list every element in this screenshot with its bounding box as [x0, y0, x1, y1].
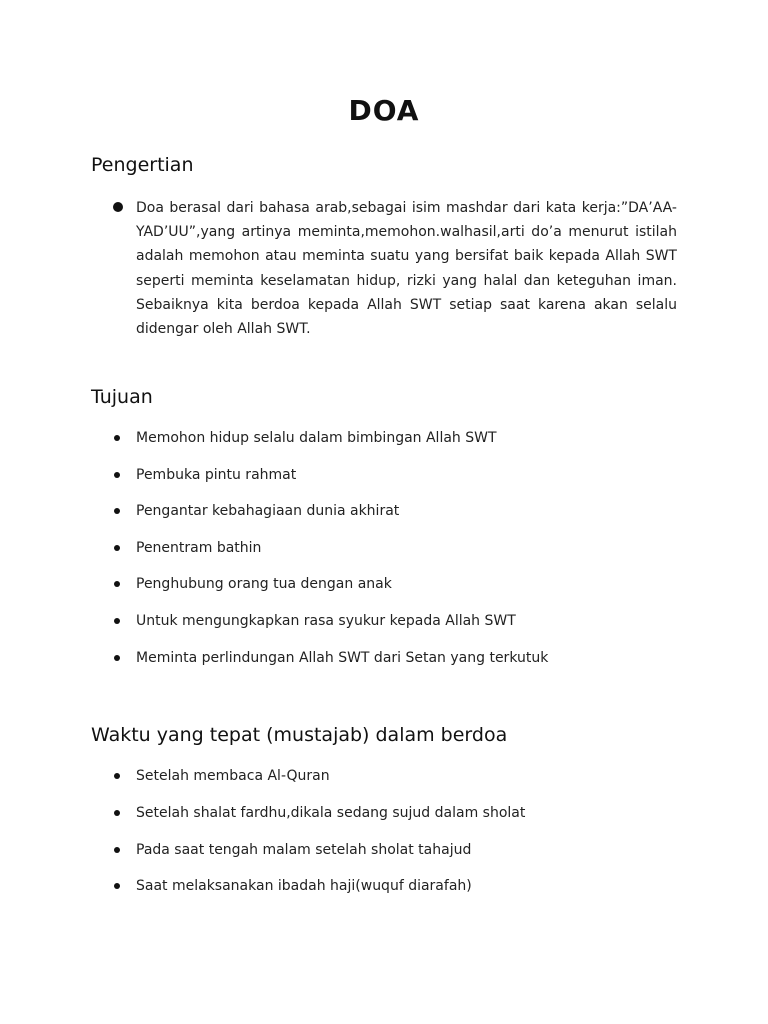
bullet-icon — [114, 847, 120, 853]
bullet-icon — [114, 545, 120, 551]
bullet-icon — [114, 773, 120, 779]
section-heading-pengertian: Pengertian — [91, 154, 194, 176]
section-heading-waktu: Waktu yang tepat (mustajab) dalam berdoa — [91, 724, 508, 746]
bullet-icon — [114, 618, 120, 624]
bullet-icon — [114, 472, 120, 478]
bullet-icon — [113, 202, 123, 212]
document-page: DOA Pengertian Doa berasal dari bahasa arab,sebagai isim mashdar dari kata kerja:”DA’AA-YAD’UU”,yang artinya meminta,memohon.walhasil,arti do’a menurut istilah adalah memohon atau meminta suatu yang bersifat baik kepada Allah SWT seperti meminta keselamatan hidup, rizki yang halal dan keteguhan iman. Sebaiknya kita berdoa kepada Allah SWT setiap saat karena akan selalu didengar oleh Allah SWT. Tujuan Memohon hidup selalu dalam bimbingan Allah SWT Pembuka pintu rahmat Pengantar kebahagiaan dunia akhirat Penentram bathin Penghubung orang tua dengan anak Untuk mengungkapkan rasa syukur kepada Allah SWT Meminta perlindungan Allah SWT dari Setan yang terkutuk Waktu yang tepat (mustajab) dalam berdoa Setelah membaca Al-Quran Setelah shalat fardhu,dikala sedang sujud dalam sholat Pada saat tengah malam setelah sholat tahajud Saat melaksanakan ibadah haji(wuquf diarafah) — [0, 0, 768, 1024]
section-heading-tujuan: Tujuan — [91, 386, 153, 408]
bullet-icon — [114, 810, 120, 816]
bullet-icon — [114, 435, 120, 441]
bullet-icon — [114, 883, 120, 889]
bullet-icon — [114, 655, 120, 661]
pengertian-paragraph: Doa berasal dari bahasa arab,sebagai isim mashdar dari kata kerja:”DA’AA-YAD’UU”,yang artinya meminta,memohon.walhasil,arti do’a menurut istilah adalah memohon atau meminta suatu yang bersifat baik kepada Allah SWT seperti meminta keselamatan hidup, rizki yang halal dan keteguhan iman. Sebaiknya kita berdoa kepada Allah SWT setiap saat karena akan selalu didengar oleh Allah SWT. — [136, 200, 677, 338]
bullet-icon — [114, 508, 120, 514]
bullet-icon — [114, 581, 120, 587]
document-title: DOA — [348, 94, 420, 127]
